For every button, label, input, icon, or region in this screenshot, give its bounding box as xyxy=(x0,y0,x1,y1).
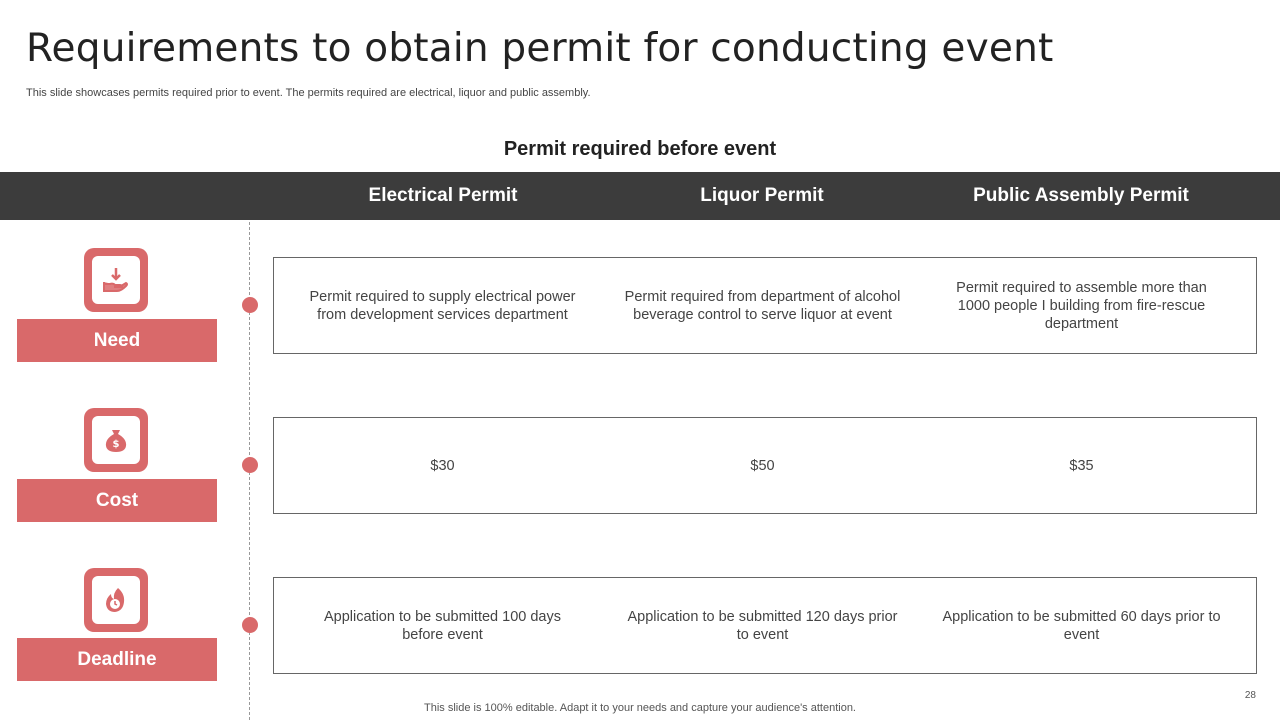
need-public-assembly-cell: Permit required to assemble more than 1000 people I building from fire-rescue department xyxy=(956,279,1207,332)
deadline-icon-tile xyxy=(84,568,148,632)
row-label-deadline: Deadline xyxy=(17,638,217,681)
column-header-liquor: Liquor Permit xyxy=(700,185,824,206)
hand-receive-icon xyxy=(101,265,131,295)
need-electrical-cell: Permit required to supply electrical power from development services department xyxy=(309,288,576,323)
page-subtitle: This slide showcases permits required prior to event. The permits required are electrical, liquor and public assembly. xyxy=(26,87,591,99)
column-header-electrical: Electrical Permit xyxy=(368,185,518,206)
clock-fire-icon xyxy=(101,585,131,615)
row-label-cost: Cost xyxy=(17,479,217,522)
cost-liquor-cell: $50 xyxy=(750,457,775,474)
footer-note: This slide is 100% editable. Adapt it to your needs and capture your audience's attention. xyxy=(424,702,856,714)
money-bag-icon xyxy=(101,425,131,455)
page-number: 28 xyxy=(1244,690,1256,701)
section-heading: Permit required before event xyxy=(503,138,777,160)
deadline-electrical-cell: Application to be submitted 100 days before event xyxy=(324,608,561,643)
cost-public-assembly-cell: $35 xyxy=(1069,457,1094,474)
deadline-liquor-cell: Application to be submitted 120 days prior to event xyxy=(627,608,898,643)
timeline-dot-cost xyxy=(242,457,258,473)
page-title: Requirements to obtain permit for conducting event xyxy=(26,26,1054,71)
cost-row-box xyxy=(273,417,1257,514)
need-row-box xyxy=(273,257,1257,354)
need-liquor-cell: Permit required from department of alcohol beverage control to serve liquor at event xyxy=(624,288,901,323)
need-icon-tile xyxy=(84,248,148,312)
timeline-dot-need xyxy=(242,297,258,313)
timeline-dot-deadline xyxy=(242,617,258,633)
cost-electrical-cell: $30 xyxy=(430,457,455,474)
column-header-bar xyxy=(0,172,1280,220)
deadline-row-box xyxy=(273,577,1257,674)
cost-icon-tile xyxy=(84,408,148,472)
row-label-need: Need xyxy=(17,319,217,362)
svg-text:$: $ xyxy=(112,439,120,450)
column-header-public-assembly: Public Assembly Permit xyxy=(973,185,1189,206)
deadline-public-assembly-cell: Application to be submitted 60 days prior to event xyxy=(942,608,1221,643)
